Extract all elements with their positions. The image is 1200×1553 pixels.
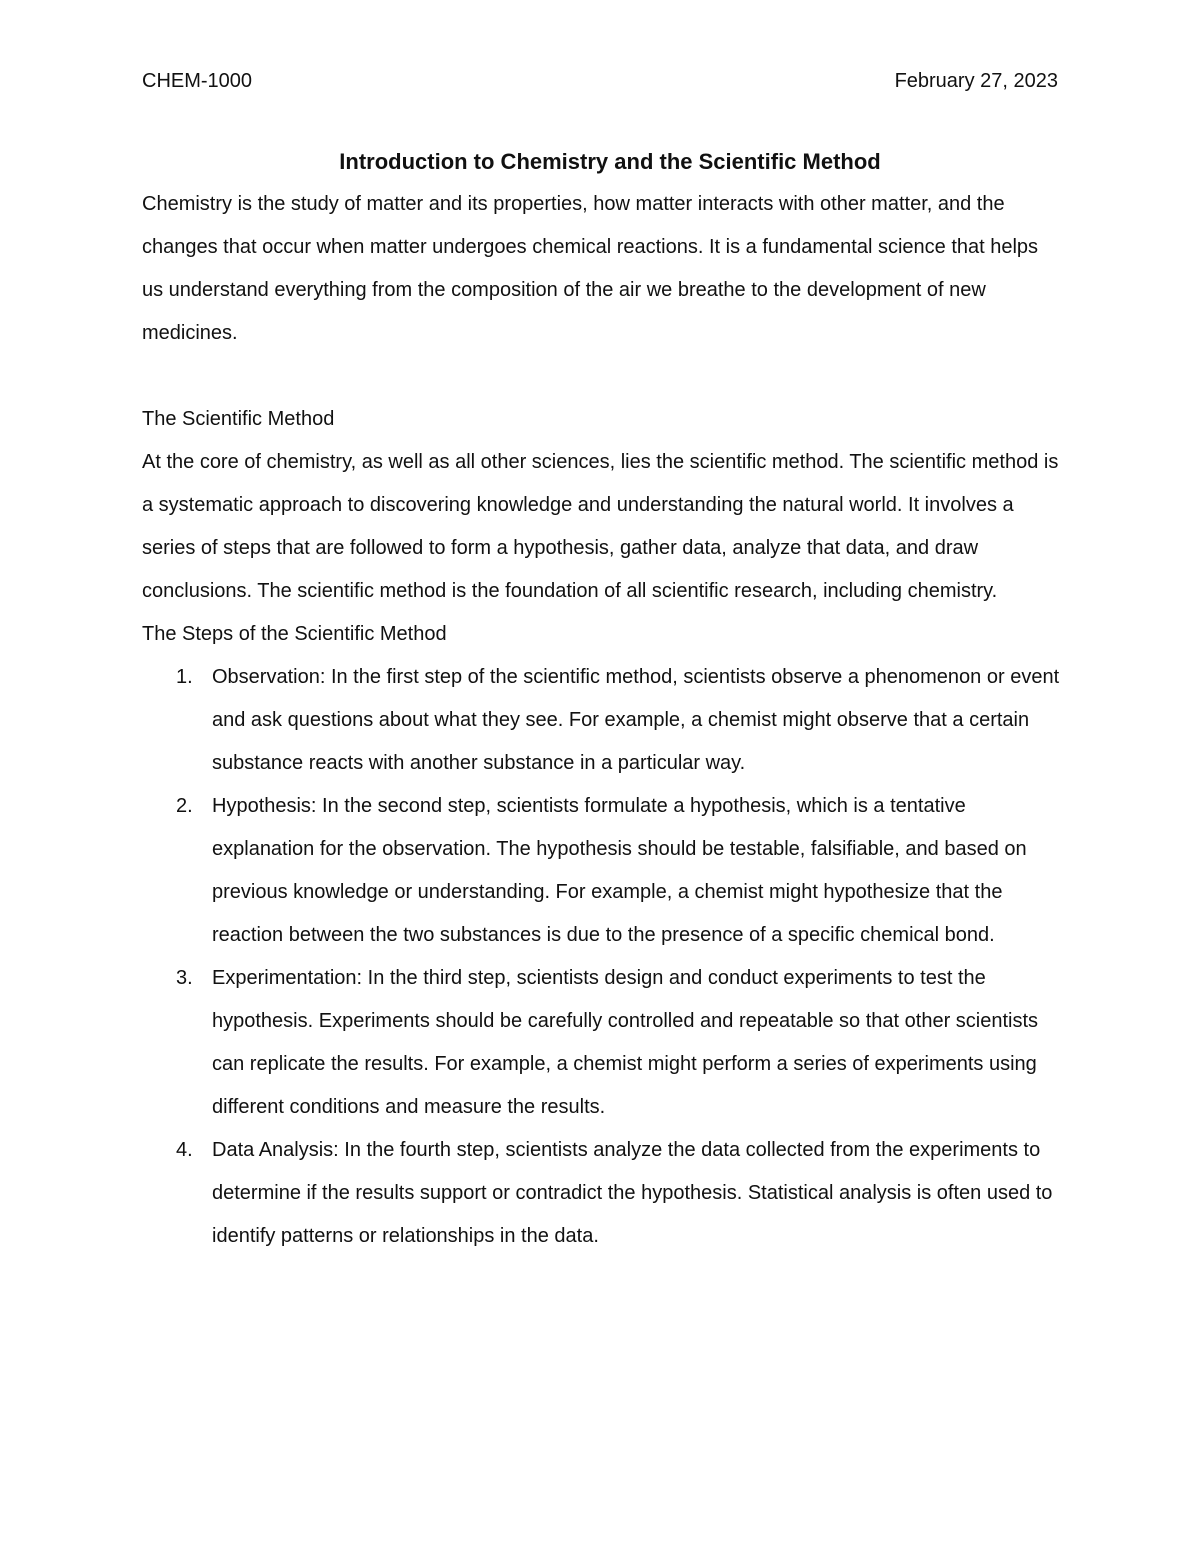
scientific-method-paragraph: At the core of chemistry, as well as all other sciences, lies the scientific method. The scientific method is a systematic approach to discovering knowledge and understanding the natural world. It involves a series of steps that are followed to form a hypothesis, gather data, analyze that data, and draw conclusions. The scientific method is the foundation of all scientific research, including chemistry. <box>142 451 1059 602</box>
document-date: February 27, 2023 <box>894 70 1058 92</box>
section-heading-steps: The Steps of the Scientific Method <box>142 623 447 645</box>
steps-list <box>142 656 1062 1258</box>
page-header <box>142 70 1058 100</box>
list-item-observation <box>142 656 1062 785</box>
list-number: 3. <box>176 967 193 989</box>
paragraph-spacer <box>142 355 1062 398</box>
intro-paragraph: Chemistry is the study of matter and its properties, how matter interacts with other matter, and the changes that occur when matter undergoes chemical reactions. It is a fundamental science that helps us understand everything from the composition of the air we breathe to the development of new medicines. <box>142 193 1039 344</box>
list-item-text: Observation: In the first step of the scientific method, scientists observe a phenomenon or event and ask questions about what they see. For example, a chemist might observe that a certain substance reacts with another substance in a particular way. <box>212 666 1060 774</box>
list-item-hypothesis <box>142 785 1062 957</box>
list-item-text: Experimentation: In the third step, scientists design and conduct experiments to test the hypothesis. Experiments should be carefully controlled and repeatable so that other scientists can replicate the results. For example, a chemist might perform a series of experiments using different conditions and measure the results. <box>212 967 1039 1118</box>
section-heading-scientific-method: The Scientific Method <box>142 408 335 430</box>
list-item-text: Data Analysis: In the fourth step, scientists analyze the data collected from the experiments to determine if the results support or contradict the hypothesis. Statistical analysis is often used to identify patterns or relationships in the data. <box>212 1139 1053 1247</box>
list-number: 1. <box>176 666 193 688</box>
list-number: 2. <box>176 795 193 817</box>
list-item-data-analysis <box>142 1129 1062 1258</box>
document-body <box>142 140 1062 1258</box>
list-item-text: Hypothesis: In the second step, scientists formulate a hypothesis, which is a tentative explanation for the observation. The hypothesis should be testable, falsifiable, and based on previous knowledge or understanding. For example, a chemist might hypothesize that the reaction between the two substances is due to the presence of a specific chemical bond. <box>212 795 1027 946</box>
list-number: 4. <box>176 1139 193 1161</box>
document-title: Introduction to Chemistry and the Scientific Method <box>339 149 881 174</box>
course-code: CHEM-1000 <box>142 70 253 92</box>
list-item-experimentation <box>142 957 1062 1129</box>
